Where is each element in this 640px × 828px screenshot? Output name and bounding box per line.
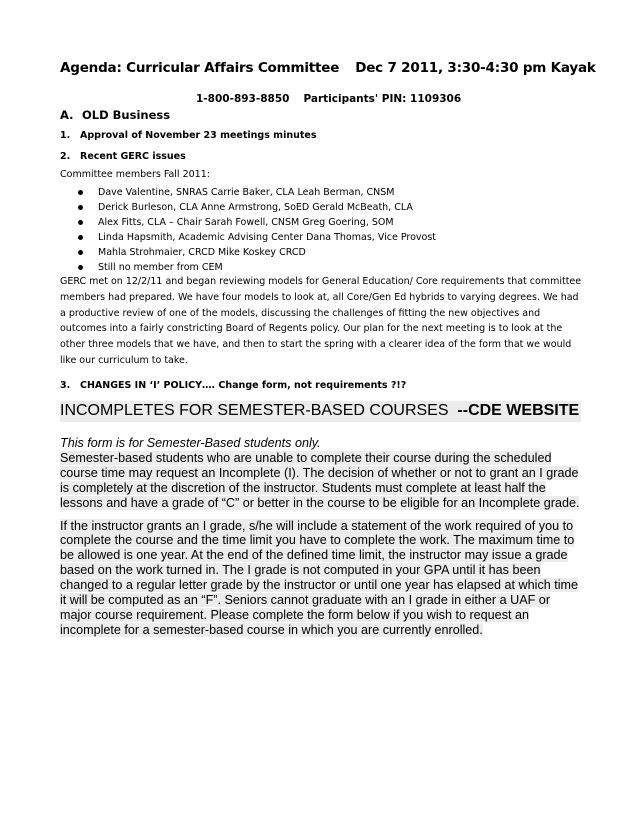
- gerc-update-paragraph: GERC met on 12/2/11 and began reviewing models for General Education/ Core requirements that committee members had prepared. We have four models to look at, all Core/Gen Ed hybrids to varying degrees. We had a productive review of one of the models, discussing the challenges of fitting the new objectives and outcomes into a fairly constricting Board of Regents policy. Our plan for the next meeting is to look at the other three models that we have, and then to start the spring with a clearer idea of the form that we would like our curriculum to take.: [60, 276, 582, 366]
- agenda-item-number: 3.: [60, 380, 71, 391]
- committee-member-list: [78, 185, 436, 275]
- dial-in-pin: Participants' PIN: 1109306: [303, 93, 462, 105]
- incompletes-source: --CDE WEBSITE: [457, 402, 580, 419]
- dial-in-phone: 1-800-893-8850: [196, 93, 290, 105]
- policy-paragraph-1: Semester-based students who are unable to complete their course during the scheduled course time may request an Incomplete (I). The decision of whether or not to grant an I grade is completely at the discretion of the instructor. Students must complete at least half the lessons and have a grade of “C” or better in the course to be eligible for an Incomplete grade.: [60, 450, 580, 510]
- bullet-icon: [78, 250, 83, 255]
- list-item: Mahla Strohmaier, CRCD Mike Koskey CRCD: [78, 245, 436, 260]
- agenda-title: [60, 60, 596, 76]
- list-item: Alex Fitts, CLA – Chair Sarah Fowell, CNSM Greg Goering, SOM: [78, 215, 436, 230]
- list-item: Dave Valentine, SNRAS Carrie Baker, CLA Leah Berman, CNSM: [78, 185, 436, 200]
- bullet-icon: [78, 235, 83, 240]
- agenda-item-1: [60, 130, 317, 141]
- committee-members-label: Committee members Fall 2011:: [60, 169, 210, 180]
- bullet-icon: [78, 205, 83, 210]
- agenda-title-right: Dec 7 2011, 3:30-4:30 pm Kayak: [355, 60, 596, 76]
- incompletes-heading: [60, 401, 581, 422]
- agenda-item-text: CHANGES IN ‘I’ POLICY…. Change form, not requirements ?!?: [80, 380, 407, 391]
- list-item: Still no member from CEM: [78, 260, 436, 275]
- agenda-item-number: 1.: [60, 130, 71, 141]
- bullet-icon: [78, 265, 83, 270]
- policy-intro: This form is for Semester-Based students only.: [60, 436, 321, 450]
- dial-in-line: [196, 93, 461, 105]
- agenda-item-2: [60, 151, 186, 162]
- section-a-label: OLD Business: [82, 108, 171, 122]
- list-item: Derick Burleson, CLA Anne Armstrong, SoED Gerald McBeath, CLA: [78, 200, 436, 215]
- policy-paragraph-2: If the instructor grants an I grade, s/he will include a statement of the work required of you to complete the course and the time limit you have to complete the work. The maximum time to be allowed is one year. At the end of the defined time limit, the instructor may issue a grade based on the work turned in. The I grade is not computed in your GPA until it has been changed to a regular letter grade by the instructor or until one year has elapsed at which time it will be computed as an “F”. Seniors cannot graduate with an I grade in either a UAF or major course requirement. Please complete the form below if you wish to request an incomplete for a semester-based course in which you are currently enrolled.: [60, 518, 579, 637]
- list-item: Linda Hapsmith, Academic Advising Center Dana Thomas, Vice Provost: [78, 230, 436, 245]
- agenda-item-number: 2.: [60, 151, 71, 162]
- section-a-letter: A.: [60, 108, 74, 122]
- section-a-heading: [60, 108, 170, 122]
- incomplete-policy-text: [60, 436, 580, 638]
- bullet-icon: [78, 220, 83, 225]
- bullet-icon: [78, 190, 83, 195]
- agenda-item-text: Approval of November 23 meetings minutes: [80, 130, 317, 141]
- agenda-title-left: Agenda: Curricular Affairs Committee: [60, 60, 340, 76]
- agenda-item-3: [60, 380, 406, 391]
- agenda-item-text: Recent GERC issues: [80, 151, 186, 162]
- incompletes-heading-text: INCOMPLETES FOR SEMESTER-BASED COURSES: [60, 402, 449, 419]
